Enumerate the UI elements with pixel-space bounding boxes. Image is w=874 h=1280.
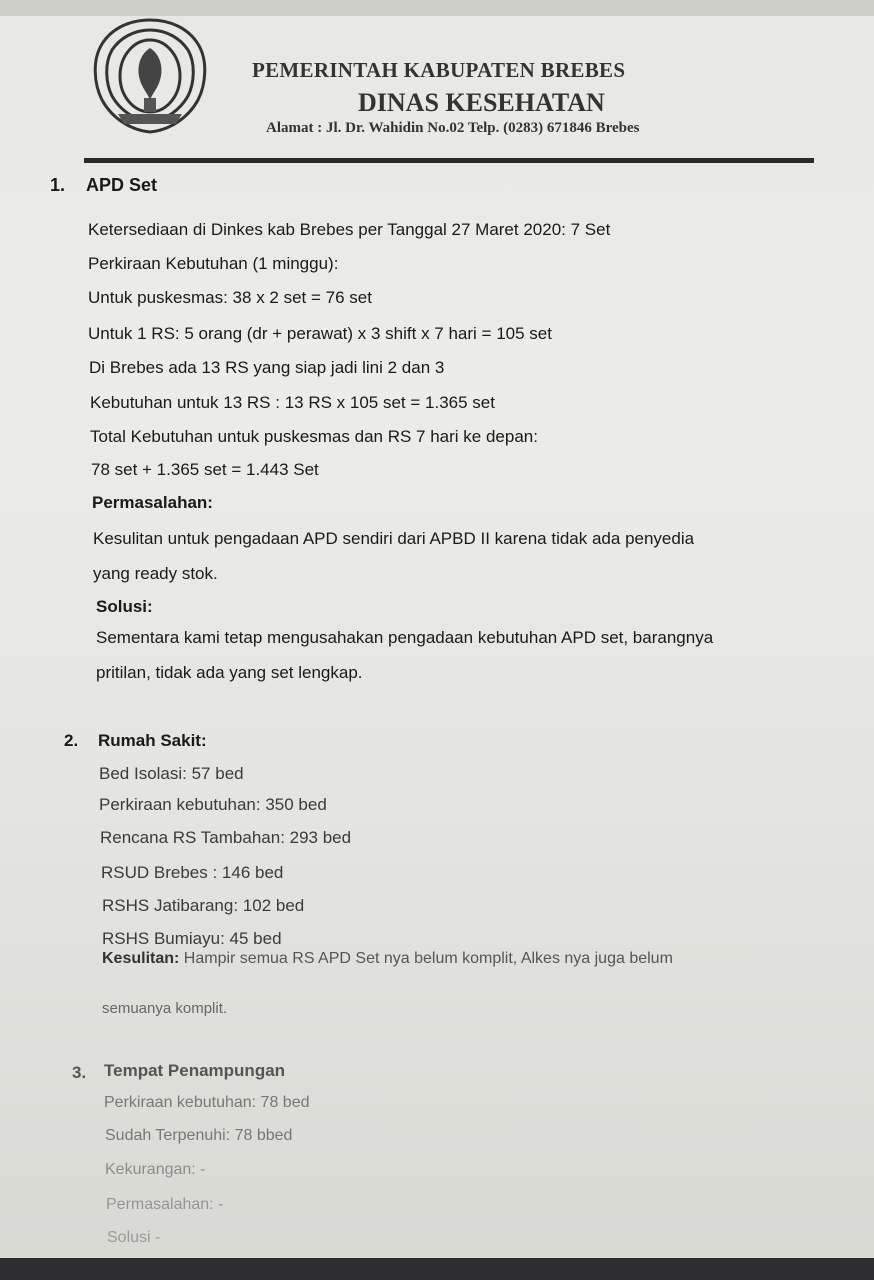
photo-bottom-edge (0, 1258, 874, 1280)
section1-title: APD Set (86, 175, 158, 195)
section2-difficulty (102, 950, 673, 968)
section2-line: Perkiraan kebutuhan: 350 bed (99, 795, 327, 814)
section2-line: RSUD Brebes : 146 bed (101, 863, 284, 882)
letterhead-address: Alamat : Jl. Dr. Wahidin No.02 Telp. (0283) 671846 Brebes (266, 120, 640, 136)
section3-line: Kekurangan: - (105, 1161, 206, 1178)
section1-line: Total Kebutuhan untuk puskesmas dan RS 7 hari ke depan: (90, 427, 538, 446)
section2-number: 2. (64, 731, 79, 750)
section2-difficulty-text: Hampir semua RS APD Set nya belum komplit, Alkes nya juga belum (179, 950, 673, 967)
brebes-regency-emblem (88, 14, 212, 138)
section1-solution-text: pritilan, tidak ada yang set lengkap. (96, 663, 363, 682)
section1-problem-label: Permasalahan: (92, 493, 213, 512)
section1-line: Untuk 1 RS: 5 orang (dr + perawat) x 3 shift x 7 hari = 105 set (88, 324, 552, 343)
section2-line: RSHS Bumiayu: 45 bed (102, 929, 282, 948)
section1-solution-text: Sementara kami tetap mengusahakan pengadaan kebutuhan APD set, barangnya (96, 628, 714, 647)
section3-line: Solusi - (107, 1229, 161, 1246)
section1-problem-text: yang ready stok. (93, 564, 218, 583)
section3-line: Permasalahan: - (106, 1196, 224, 1213)
letterhead-government: PEMERINTAH KABUPATEN BREBES (252, 58, 626, 82)
section2-line: Bed Isolasi: 57 bed (99, 764, 244, 783)
letterhead-divider (84, 158, 814, 163)
section1-line: Untuk puskesmas: 38 x 2 set = 76 set (88, 288, 372, 307)
section2-title: Rumah Sakit: (98, 731, 207, 750)
letterhead-agency: DINAS KESEHATAN (358, 88, 605, 117)
section1-line: Di Brebes ada 13 RS yang siap jadi lini 2 dan 3 (89, 358, 445, 377)
section3-line: Sudah Terpenuhi: 78 bbed (105, 1127, 293, 1144)
section3-number: 3. (72, 1063, 87, 1082)
section2-difficulty-text: semuanya komplit. (102, 1000, 228, 1017)
section1-line: Ketersediaan di Dinkes kab Brebes per Tanggal 27 Maret 2020: 7 Set (88, 220, 611, 239)
section2-difficulty-label: Kesulitan: (102, 950, 180, 967)
section3-line: Perkiraan kebutuhan: 78 bed (104, 1094, 310, 1111)
section1-line: Kebutuhan untuk 13 RS : 13 RS x 105 set = 1.365 set (90, 393, 495, 412)
section1-line: Perkiraan Kebutuhan (1 minggu): (88, 254, 339, 273)
section1-problem-text: Kesulitan untuk pengadaan APD sendiri dari APBD II karena tidak ada penyedia (93, 529, 695, 548)
section3-title: Tempat Penampungan (104, 1061, 286, 1080)
section1-line: 78 set + 1.365 set = 1.443 Set (91, 460, 319, 479)
section1-number: 1. (50, 175, 66, 195)
section2-line: RSHS Jatibarang: 102 bed (102, 896, 305, 915)
section1-solution-label: Solusi: (96, 597, 153, 616)
section2-line: Rencana RS Tambahan: 293 bed (100, 828, 352, 847)
